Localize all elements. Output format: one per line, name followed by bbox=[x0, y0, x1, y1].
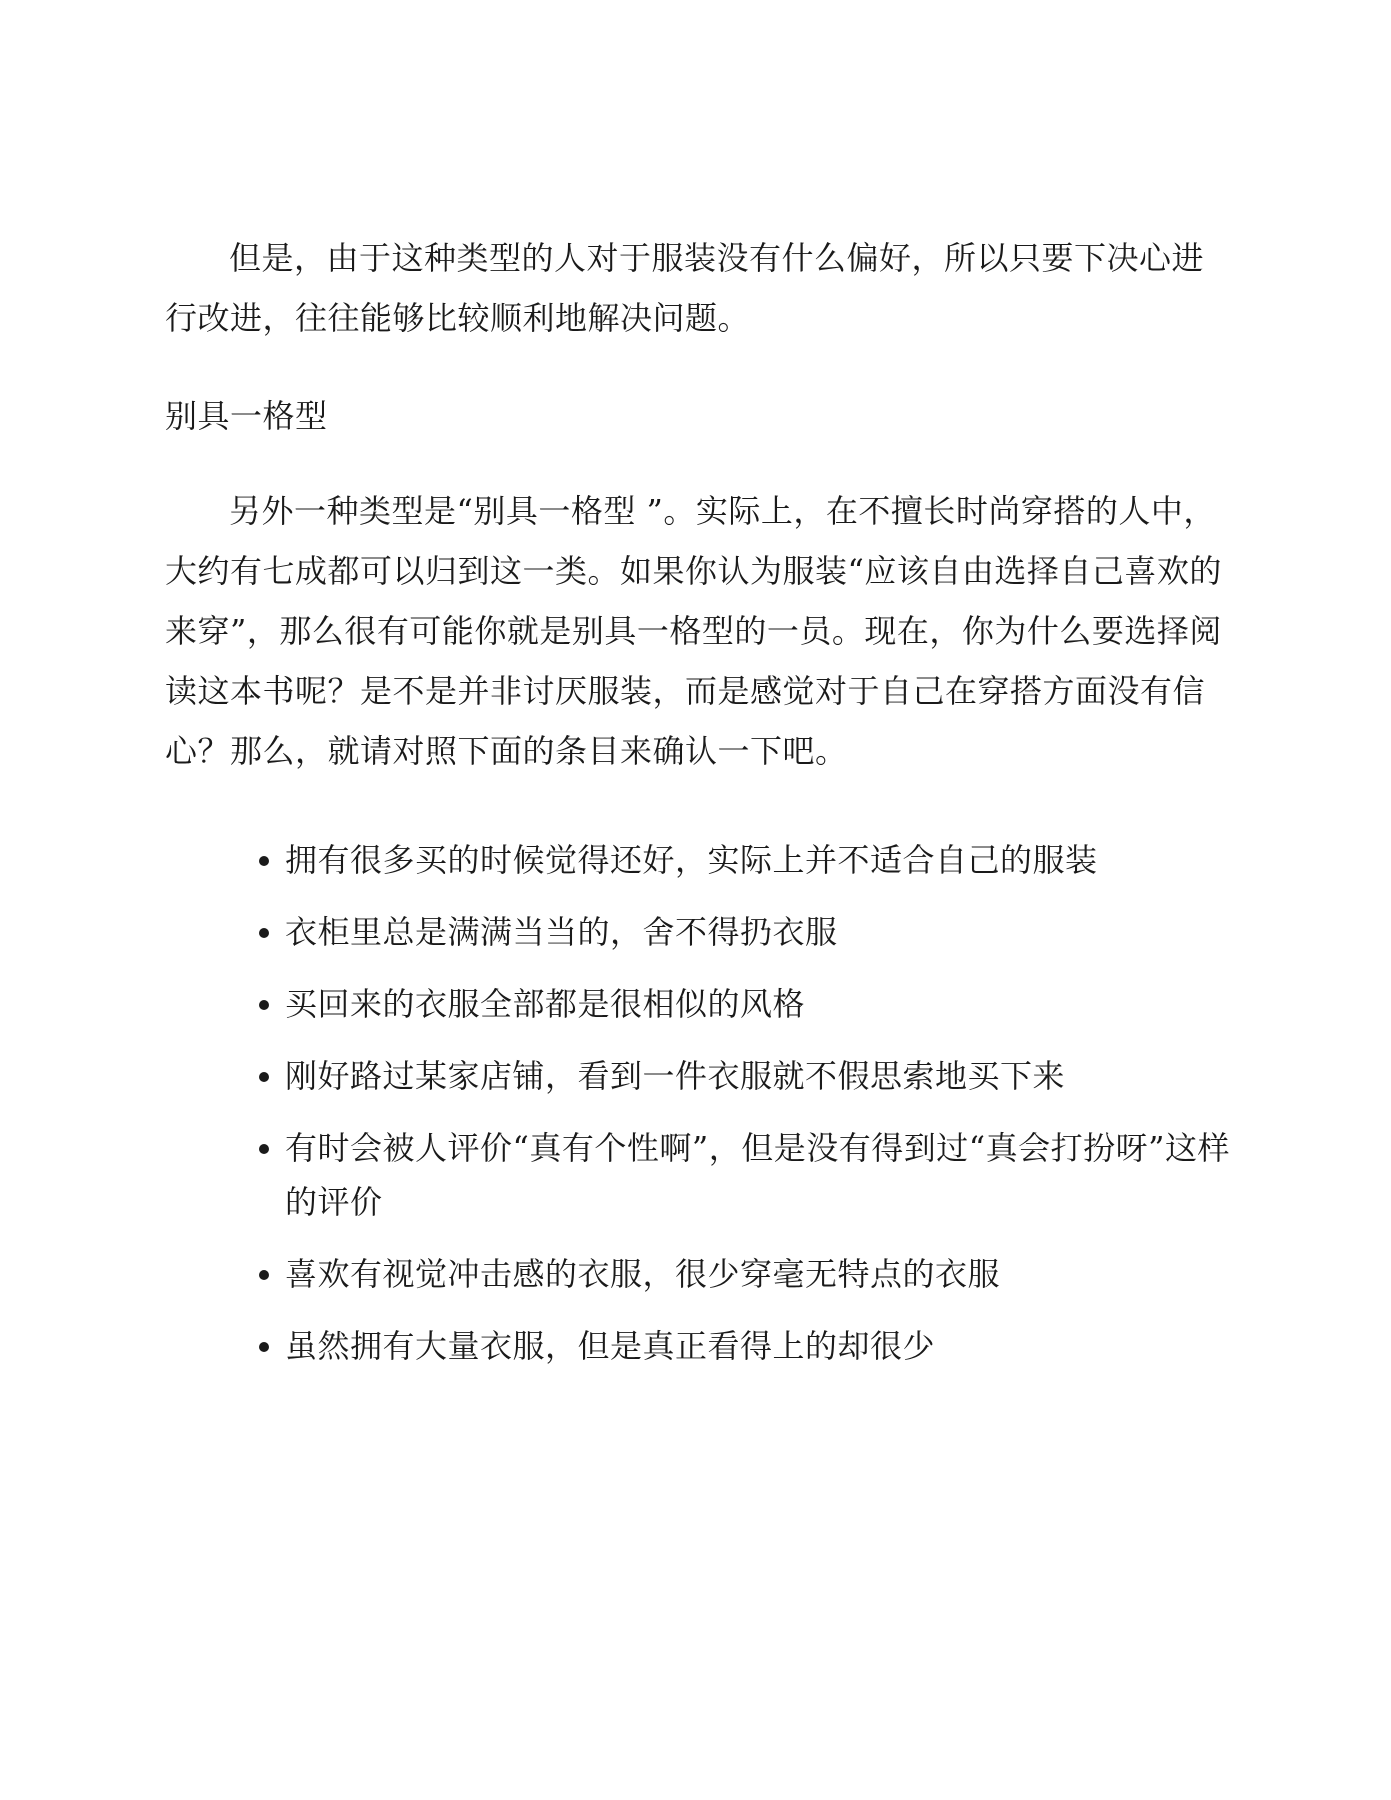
bullet-icon bbox=[259, 1270, 269, 1280]
list-item-text: 有时会被人评价“真有个性啊”，但是没有得到过“真会打扮呀”这样的评价 bbox=[285, 1129, 1230, 1221]
section-heading: 别具一格型 bbox=[165, 397, 328, 435]
list-item-text: 刚好路过某家店铺，看到一件衣服就不假思索地买下来 bbox=[285, 1057, 1066, 1095]
list-item bbox=[285, 905, 1235, 959]
list-item bbox=[285, 977, 1235, 1031]
bullet-icon bbox=[259, 928, 269, 938]
bullet-icon bbox=[259, 1342, 269, 1352]
list-item bbox=[285, 1121, 1235, 1229]
bullet-icon bbox=[259, 1144, 269, 1154]
list-item bbox=[285, 833, 1235, 887]
checklist bbox=[165, 833, 1235, 1373]
document-page bbox=[165, 228, 1235, 1391]
list-item-text: 拥有很多买的时候觉得还好，实际上并不适合自己的服装 bbox=[285, 841, 1098, 879]
bullet-icon bbox=[259, 1072, 269, 1082]
list-item bbox=[285, 1049, 1235, 1103]
list-item-text: 买回来的衣服全部都是很相似的风格 bbox=[285, 985, 806, 1023]
paragraph-intro: 但是，由于这种类型的人对于服装没有什么偏好，所以只要下决心进行改进，往往能够比较顺利地解决问题。 bbox=[165, 239, 1205, 337]
list-item-text: 衣柜里总是满满当当的，舍不得扔衣服 bbox=[285, 913, 838, 951]
list-item bbox=[285, 1319, 1235, 1373]
bullet-icon bbox=[259, 1000, 269, 1010]
bullet-icon bbox=[259, 856, 269, 866]
paragraph-description: 另外一种类型是“别具一格型 ”。实际上，在不擅长时尚穿搭的人中，大约有七成都可以归到这一类。如果你认为服装“应该自由选择自己喜欢的来穿”，那么很有可能你就是别具一格型的一员。现在，你为什么要选择阅读这本书呢？是不是并非讨厌服装，而是感觉对于自己在穿搭方面没有信心？那么，就请对照下面的条目来确认一下吧。 bbox=[165, 492, 1222, 770]
list-item-text: 虽然拥有大量衣服，但是真正看得上的却很少 bbox=[285, 1327, 936, 1365]
list-item bbox=[285, 1247, 1235, 1301]
list-item-text: 喜欢有视觉冲击感的衣服，很少穿毫无特点的衣服 bbox=[285, 1255, 1001, 1293]
